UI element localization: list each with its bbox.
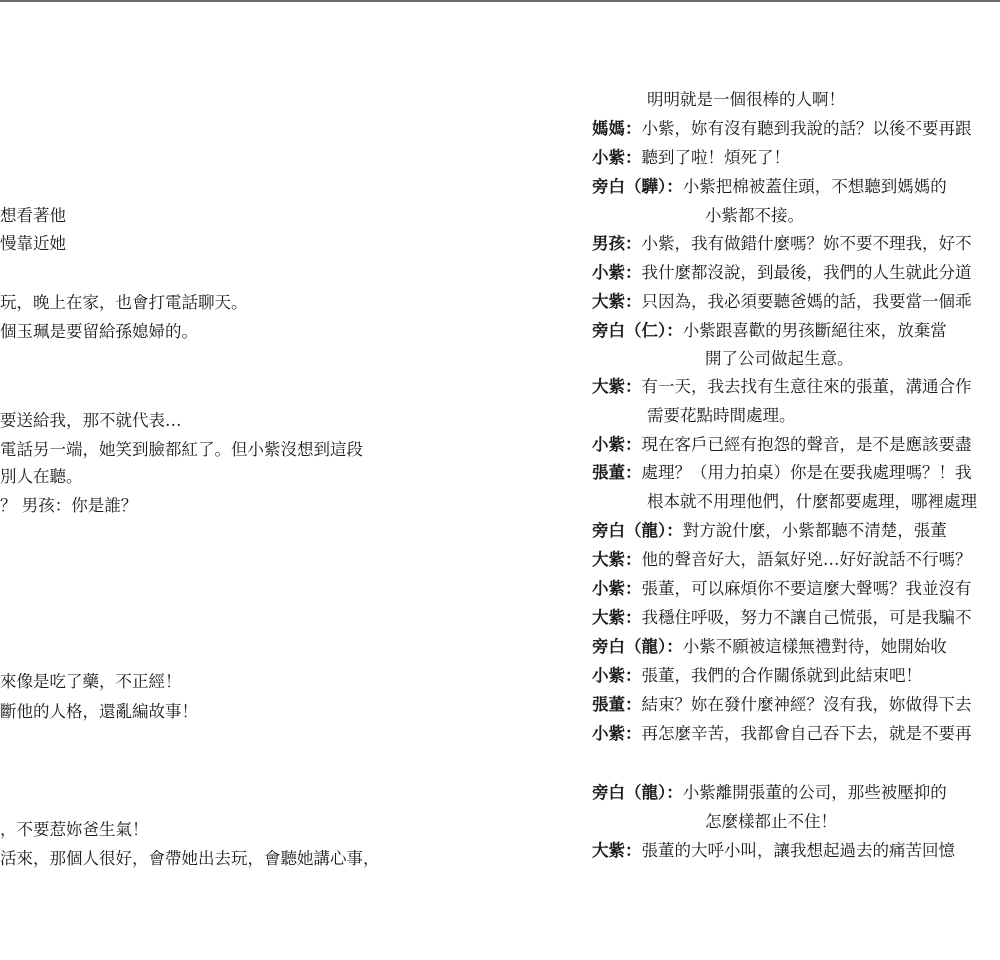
dialogue-line xyxy=(592,549,972,571)
dialogue-line xyxy=(592,147,790,169)
dialogue-text: 小紫把棉被蓋住頭，不想聽到媽媽的 xyxy=(682,177,947,196)
text-line: ？ 男孩：你是誰？ xyxy=(0,496,138,515)
dialogue-line xyxy=(592,578,972,600)
right-page xyxy=(592,0,1000,960)
speaker-label: 大紫： xyxy=(592,550,642,569)
text-line: 別人在聽。 xyxy=(0,467,83,486)
speaker-label: 大紫： xyxy=(592,292,642,311)
dialogue-text: 小紫都不接。 xyxy=(705,206,804,225)
dialogue-text: 處理？（用力拍桌）你是在要我處理嗎？！我 xyxy=(641,463,972,482)
speaker-label: 小紫： xyxy=(592,724,642,743)
dialogue-line xyxy=(592,840,955,862)
dialogue-continuation xyxy=(705,348,854,370)
dialogue-line xyxy=(592,262,972,284)
dialogue-text: 結束？妳在發什麼神經？沒有我，妳做得下去 xyxy=(641,695,972,714)
dialogue-line xyxy=(592,665,922,687)
text-line: 個玉珮是要留給孫媳婦的。 xyxy=(0,322,198,341)
text-line: 電話另一端，她笑到臉都紅了。但小紫沒想到這段 xyxy=(0,440,363,459)
dialogue-text: 對方說什麼，小紫都聽不清楚，張董 xyxy=(682,521,947,540)
speaker-label: 大紫： xyxy=(592,608,642,627)
text-line: 來像是吃了藥，不正經！ xyxy=(0,672,182,691)
dialogue-text: 再怎麼辛苦，我都會自己吞下去，就是不要再 xyxy=(641,724,972,743)
speaker-label: 旁白（龍）： xyxy=(592,521,683,540)
dialogue-line xyxy=(592,176,947,198)
dialogue-line xyxy=(592,320,947,342)
dialogue-line xyxy=(592,118,972,140)
dialogue-line xyxy=(592,291,972,313)
dialogue-continuation xyxy=(705,205,804,227)
dialogue-line xyxy=(592,233,972,255)
speaker-label: 張董： xyxy=(592,695,642,714)
dialogue-text: 需要花點時間處理。 xyxy=(647,406,796,425)
dialogue-text: 他的聲音好大，語氣好兇…好好說話不行嗎？ xyxy=(641,550,972,569)
speaker-label: 旁白（驊）： xyxy=(592,177,683,196)
speaker-label: 旁白（仁）： xyxy=(592,321,683,340)
left-page xyxy=(0,0,470,960)
dialogue-text: 開了公司做起生意。 xyxy=(705,349,854,368)
dialogue-text: 現在客戶已經有抱怨的聲音，是不是應該要盡 xyxy=(641,435,972,454)
text-line: 要送給我，那不就代表… xyxy=(0,411,182,430)
dialogue-text: 怎麼樣都止不住！ xyxy=(705,812,837,831)
text-line: 想看著他 xyxy=(0,206,66,225)
dialogue-line xyxy=(592,376,972,398)
text-line: 慢靠近她 xyxy=(0,234,66,253)
dialogue-line xyxy=(592,607,972,629)
dialogue-text: 小紫離開張董的公司，那些被壓抑的 xyxy=(682,783,947,802)
dialogue-text: 有一天，我去找有生意往來的張董，溝通合作 xyxy=(641,377,972,396)
dialogue-continuation xyxy=(647,405,796,427)
speaker-label: 張董： xyxy=(592,463,642,482)
dialogue-line xyxy=(592,636,947,658)
dialogue-line xyxy=(592,782,947,804)
speaker-label: 小紫： xyxy=(592,435,642,454)
text-line: ，不要惹妳爸生氣！ xyxy=(0,820,149,839)
dialogue-text: 聽到了啦！煩死了！ xyxy=(641,148,790,167)
speaker-label: 大紫： xyxy=(592,841,642,860)
speaker-label: 大紫： xyxy=(592,377,642,396)
dialogue-text: 張董的大呼小叫，讓我想起過去的痛苦回憶 xyxy=(641,841,955,860)
dialogue-text: 小紫跟喜歡的男孩斷絕往來，放棄當 xyxy=(682,321,947,340)
dialogue-line xyxy=(592,694,972,716)
dialogue-text: 小紫，妳有沒有聽到我說的話？以後不要再跟 xyxy=(641,119,972,138)
speaker-label: 小紫： xyxy=(592,148,642,167)
text-line: 斷他的人格，還亂編故事！ xyxy=(0,702,198,721)
dialogue-text: 明明就是一個很棒的人啊！ xyxy=(647,90,845,109)
dialogue-line xyxy=(592,434,972,456)
dialogue-line xyxy=(592,723,972,745)
dialogue-text: 我什麼都沒說，到最後，我們的人生就此分道 xyxy=(641,263,972,282)
dialogue-continuation xyxy=(647,491,977,513)
dialogue-text: 只因為，我必須要聽爸媽的話，我要當一個乖 xyxy=(641,292,972,311)
dialogue-text: 小紫，我有做錯什麼嗎？妳不要不理我，好不 xyxy=(641,234,972,253)
speaker-label: 小紫： xyxy=(592,263,642,282)
dialogue-text: 根本就不用理他們，什麼都要處理，哪裡處理 xyxy=(647,492,977,511)
dialogue-text: 張董，可以麻煩你不要這麼大聲嗎？我並沒有 xyxy=(641,579,972,598)
speaker-label: 旁白（龍）： xyxy=(592,637,683,656)
dialogue-continuation xyxy=(705,811,837,833)
speaker-label: 小紫： xyxy=(592,666,642,685)
speaker-label: 小紫： xyxy=(592,579,642,598)
speaker-label: 媽媽： xyxy=(592,119,642,138)
text-line: 玩，晚上在家，也會打電話聊天。 xyxy=(0,293,248,312)
dialogue-line xyxy=(592,462,972,484)
dialogue-continuation xyxy=(647,89,845,111)
speaker-label: 男孩： xyxy=(592,234,642,253)
dialogue-text: 小紫不願被這樣無禮對待，她開始收 xyxy=(682,637,947,656)
text-line: 活來，那個人很好，會帶她出去玩，會聽她講心事， xyxy=(0,849,380,868)
speaker-label: 旁白（龍）： xyxy=(592,783,683,802)
dialogue-text: 張董，我們的合作關係就到此結束吧！ xyxy=(641,666,922,685)
dialogue-line xyxy=(592,520,947,542)
dialogue-text: 我穩住呼吸，努力不讓自己慌張，可是我騙不 xyxy=(641,608,972,627)
